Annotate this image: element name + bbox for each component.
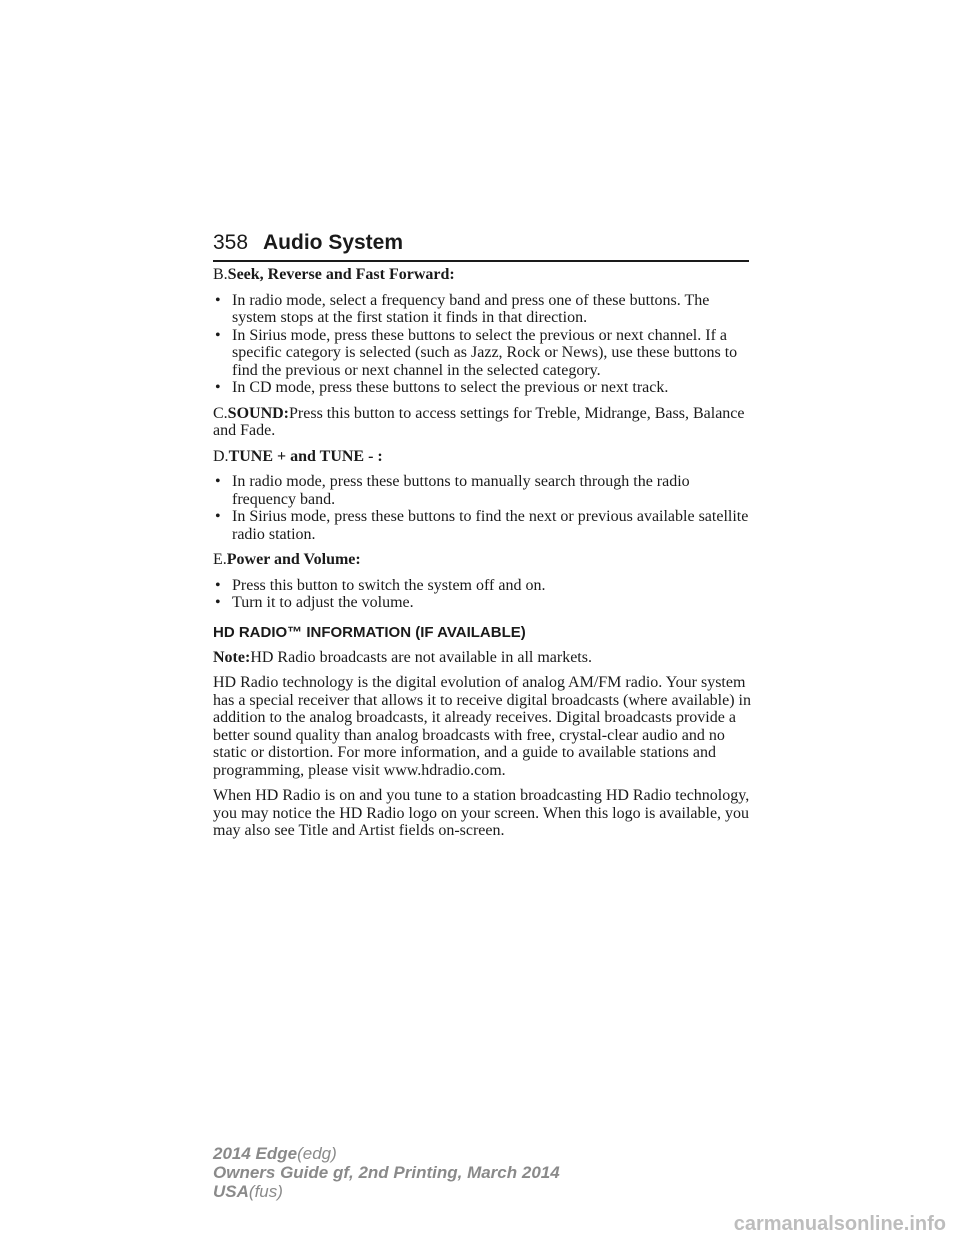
bullet-item <box>213 577 753 595</box>
hd-radio-heading: HD RADIO™ INFORMATION (IF AVAILABLE) <box>213 623 526 641</box>
bullet-text: In Sirius mode, press these buttons to find the next or previous available satellite radio station. <box>232 508 749 543</box>
bullet-mark: • <box>215 291 221 309</box>
bullet-item <box>213 473 753 508</box>
item-b-letter: B. <box>213 266 228 283</box>
page-number: 358 <box>213 231 249 254</box>
item-e-title: Power and Volume: <box>226 551 361 568</box>
hd-radio-paragraph-2: When HD Radio is on and you tune to a station broadcasting HD Radio technology, you may notice the HD Radio logo on your screen. When this logo is available, you may also see Title and Artist fields on-screen. <box>213 787 750 839</box>
item-c-text: Press this button to access settings for Treble, Midrange, Bass, Balance and Fade. <box>213 404 745 439</box>
item-e-letter: E. <box>213 551 227 568</box>
item-b-heading <box>213 266 753 284</box>
note-label: Note: <box>213 648 251 666</box>
bullet-text: In radio mode, select a frequency band and press one of these buttons. The system stops at the first station it finds in that direction. <box>232 291 710 326</box>
footer-line-1 <box>213 1144 560 1163</box>
item-d-heading <box>213 448 753 466</box>
watermark-text: carmanualsonline.info <box>733 1213 946 1235</box>
item-e-heading <box>213 551 753 569</box>
hd-radio-paragraph-1: HD Radio technology is the digital evolution of analog AM/FM radio. Your system has a special receiver that allows it to receive digital broadcasts (where available) in addition to the analog broadcasts, it already receives. Digital broadcasts provide a better sound quality than analog broadcasts with free, crystal-clear audio and no static or distortion. For more information, and a guide to available stations and programming, please visit www.hdradio.com. <box>213 674 751 779</box>
item-d-letter: D. <box>213 447 229 465</box>
bullet-item <box>213 379 753 397</box>
page-body <box>213 266 753 848</box>
note-text: HD Radio broadcasts are not available in all markets. <box>250 648 592 666</box>
item-c-paragraph <box>213 405 753 440</box>
bullet-text: In Sirius mode, press these buttons to select the previous or next channel. If a specific category is selected (such as Jazz, Rock or News), use these buttons to find the previous or next channel in the selected category. <box>232 326 738 379</box>
footer-line-2: Owners Guide gf, 2nd Printing, March 2014 <box>213 1163 560 1182</box>
bullet-mark: • <box>215 473 221 490</box>
item-c-title: SOUND: <box>227 404 290 422</box>
footer-model: 2014 Edge <box>213 1144 298 1163</box>
bullet-text: In radio mode, press these buttons to manually search through the radio frequency band. <box>232 473 690 508</box>
item-d-title: TUNE + and TUNE - : <box>228 447 383 465</box>
item-b-title: Seek, Reverse and Fast Forward: <box>227 266 455 283</box>
bullet-text: Turn it to adjust the volume. <box>232 594 414 611</box>
footer-model-code: (edg) <box>297 1144 337 1163</box>
footer-market-code: (fus) <box>248 1182 283 1201</box>
bullet-text: In CD mode, press these buttons to select the previous or next track. <box>232 379 669 396</box>
bullet-item <box>213 508 753 543</box>
page-footer <box>213 1144 560 1201</box>
bullet-mark: • <box>215 379 221 396</box>
hd-radio-note <box>213 649 753 667</box>
item-c-letter: C. <box>213 404 228 422</box>
item-b-bullets <box>213 292 753 397</box>
footer-line-3 <box>213 1182 560 1201</box>
bullet-item <box>213 292 753 327</box>
footer-market: USA <box>213 1182 249 1201</box>
bullet-mark: • <box>215 594 221 611</box>
bullet-mark: • <box>215 576 221 594</box>
item-d-bullets <box>213 473 753 543</box>
bullet-item <box>213 594 753 612</box>
bullet-text: Press this button to switch the system off and on. <box>232 576 546 594</box>
page-header <box>213 228 749 262</box>
item-e-bullets <box>213 577 753 612</box>
bullet-item <box>213 327 753 380</box>
bullet-mark: • <box>215 326 221 344</box>
bullet-mark: • <box>215 508 221 525</box>
section-title: Audio System <box>263 231 404 254</box>
